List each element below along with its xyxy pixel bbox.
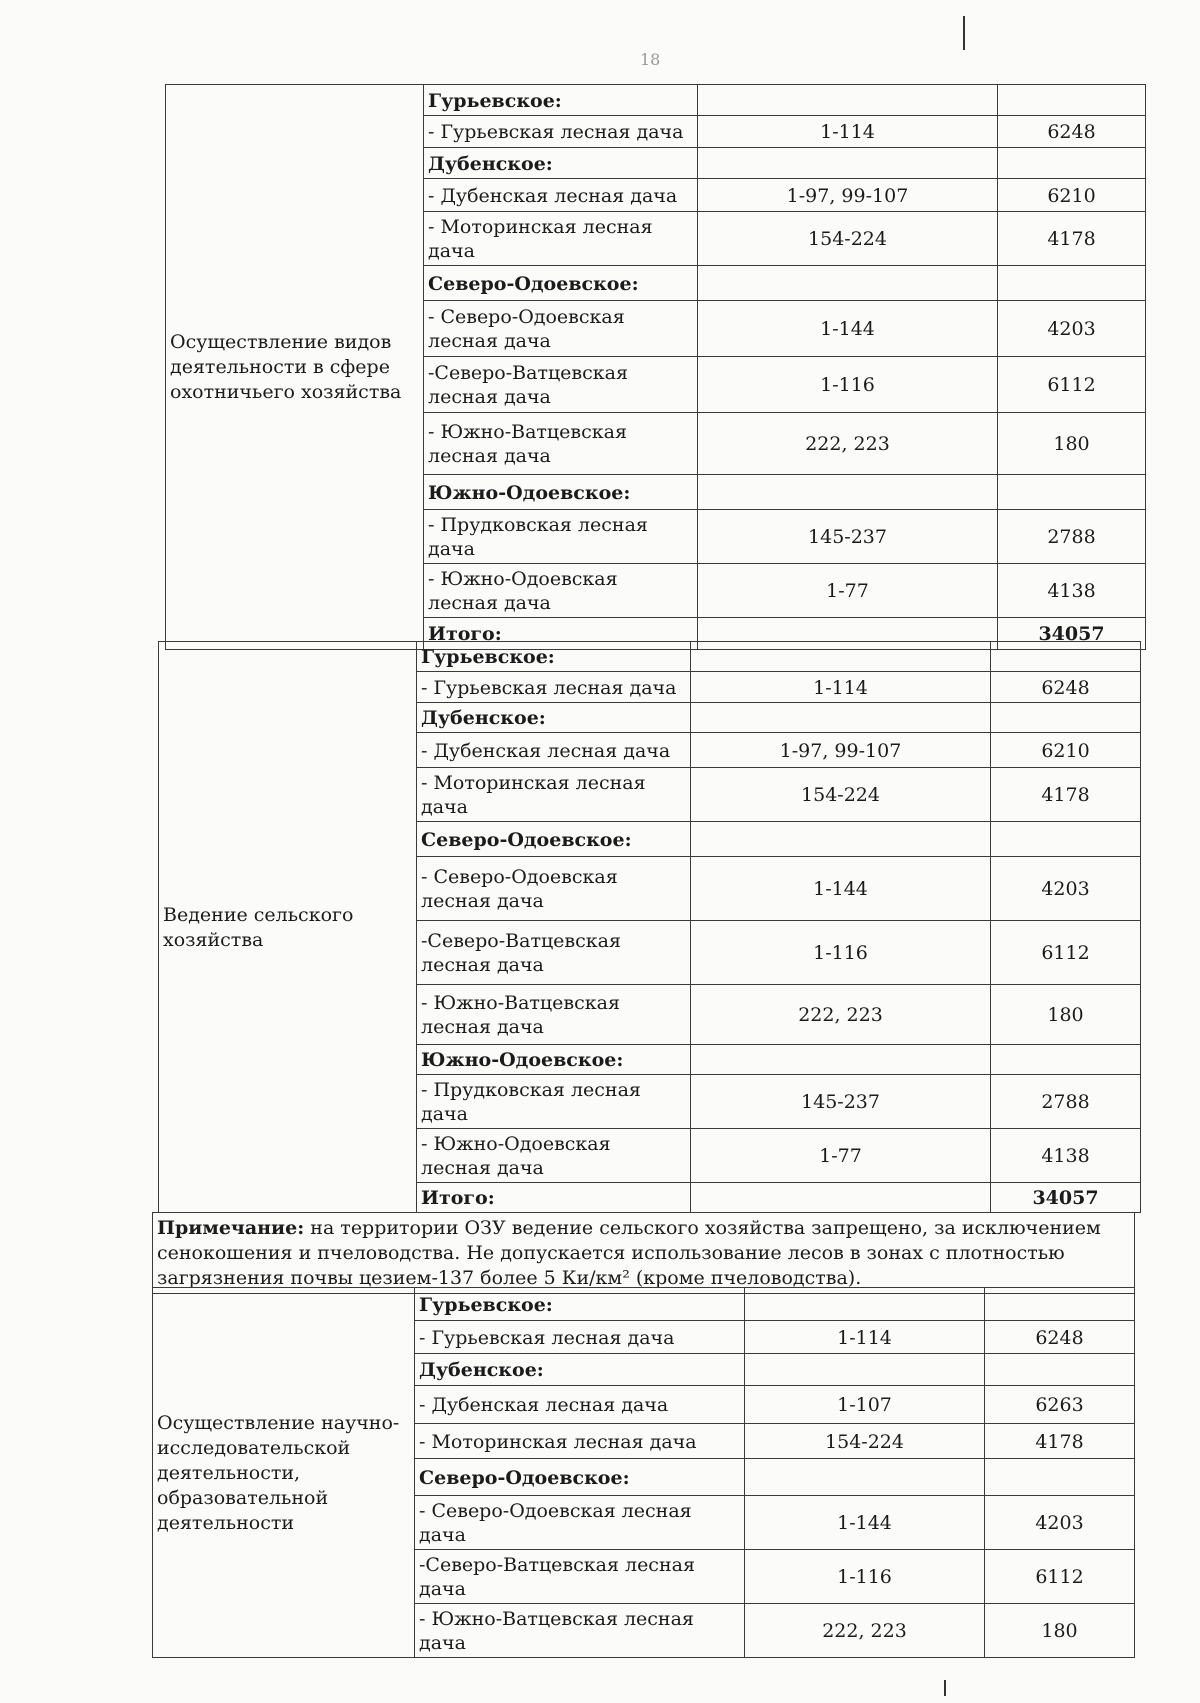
region-name: Дубенское: — [417, 703, 691, 733]
quarters-cell: 222, 223 — [698, 413, 998, 475]
area-cell — [985, 1354, 1135, 1386]
quarters-cell: 222, 223 — [745, 1604, 985, 1658]
quarters-cell — [745, 1459, 985, 1496]
forest-dacha-name: - Моторинская лесная дача — [415, 1424, 745, 1459]
forest-dacha-name: - Северо-Одоевская лесная дача — [415, 1496, 745, 1550]
scan-mark — [963, 16, 965, 50]
region-name: Гурьевское: — [415, 1288, 745, 1321]
quarters-cell — [691, 703, 991, 733]
quarters-cell: 1-144 — [691, 857, 991, 921]
area-cell: 2788 — [998, 510, 1146, 564]
area-cell: 4178 — [985, 1424, 1135, 1459]
area-cell — [991, 642, 1141, 672]
area-cell: 6210 — [998, 179, 1146, 212]
quarters-cell — [745, 1288, 985, 1321]
region-name: Северо-Одоевское: — [415, 1459, 745, 1496]
area-cell: 180 — [998, 413, 1146, 475]
total-label: Итого: — [424, 618, 698, 650]
quarters-cell: 154-224 — [745, 1424, 985, 1459]
forest-dacha-name: -Северо-Ватцевская лесная дача — [417, 921, 691, 985]
note-label: Примечание: — [157, 1217, 305, 1239]
forest-dacha-name: -Северо-Ватцевская лесная дача — [415, 1550, 745, 1604]
note-row — [153, 1213, 1135, 1294]
forest-dacha-name: - Дубенская лесная дача — [417, 733, 691, 768]
forest-dacha-name: - Северо-Одоевская лесная дача — [417, 857, 691, 921]
area-cell — [998, 148, 1146, 179]
activity-cell: Осуществление видов деятельности в сфере охотничьего хозяйства — [166, 85, 424, 650]
region-row — [159, 642, 1141, 672]
region-name: Северо-Одоевское: — [424, 266, 698, 301]
area-cell — [998, 475, 1146, 510]
quarters-cell: 1-144 — [745, 1496, 985, 1550]
area-cell: 4203 — [985, 1496, 1135, 1550]
region-name: Северо-Одоевское: — [417, 822, 691, 857]
quarters-cell — [698, 85, 998, 116]
page-number: 18 — [640, 50, 661, 69]
area-cell: 34057 — [998, 618, 1146, 650]
forest-dacha-name: - Гурьевская лесная дача — [424, 116, 698, 148]
region-name: Дубенское: — [424, 148, 698, 179]
forest-dacha-name: - Гурьевская лесная дача — [415, 1321, 745, 1354]
region-name: Гурьевское: — [424, 85, 698, 116]
quarters-cell — [691, 1045, 991, 1075]
quarters-cell — [698, 266, 998, 301]
area-cell: 6248 — [985, 1321, 1135, 1354]
quarters-cell — [691, 1183, 991, 1213]
area-cell — [998, 266, 1146, 301]
area-cell: 180 — [985, 1604, 1135, 1658]
quarters-cell: 1-97, 99-107 — [698, 179, 998, 212]
total-label: Итого: — [417, 1183, 691, 1213]
quarters-cell: 1-77 — [691, 1129, 991, 1183]
forest-dacha-name: - Гурьевская лесная дача — [417, 672, 691, 703]
area-cell: 180 — [991, 985, 1141, 1045]
quarters-cell: 145-237 — [698, 510, 998, 564]
area-cell: 6248 — [998, 116, 1146, 148]
quarters-cell: 1-116 — [698, 357, 998, 413]
area-cell: 4178 — [991, 768, 1141, 822]
forest-dacha-name: - Моторинская лесная дача — [424, 212, 698, 266]
quarters-cell — [698, 148, 998, 179]
region-name: Южно-Одоевское: — [424, 475, 698, 510]
quarters-cell — [698, 475, 998, 510]
area-cell: 4138 — [998, 564, 1146, 618]
area-cell — [998, 85, 1146, 116]
region-name: Южно-Одоевское: — [417, 1045, 691, 1075]
quarters-cell: 145-237 — [691, 1075, 991, 1129]
note-cell — [153, 1213, 1135, 1294]
region-row — [153, 1288, 1135, 1321]
quarters-cell: 1-114 — [745, 1321, 985, 1354]
area-cell: 6112 — [991, 921, 1141, 985]
scan-mark — [944, 1680, 946, 1696]
activity-table-research — [152, 1287, 1135, 1658]
quarters-cell: 154-224 — [691, 768, 991, 822]
quarters-cell — [691, 822, 991, 857]
forest-dacha-name: - Моторинская лесная дача — [417, 768, 691, 822]
forest-dacha-name: - Дубенская лесная дача — [424, 179, 698, 212]
quarters-cell: 1-77 — [698, 564, 998, 618]
area-cell: 6112 — [985, 1550, 1135, 1604]
region-row — [166, 85, 1146, 116]
quarters-cell: 1-116 — [691, 921, 991, 985]
forest-dacha-name: - Южно-Ватцевская лесная дача — [415, 1604, 745, 1658]
forest-dacha-name: - Южно-Ватцевская лесная дача — [417, 985, 691, 1045]
quarters-cell: 1-97, 99-107 — [691, 733, 991, 768]
forest-dacha-name: - Южно-Одоевская лесная дача — [417, 1129, 691, 1183]
area-cell: 34057 — [991, 1183, 1141, 1213]
quarters-cell: 154-224 — [698, 212, 998, 266]
area-cell — [991, 1045, 1141, 1075]
note-text: на территории ОЗУ ведение сельского хозяйства запрещено, за исключением сенокошения и пчеловодства. Не допускается использование лесов в зонах с плотностью загрязнения почвы цезием-137 более 5 Ки/км² (кроме пчеловодства). — [157, 1217, 1101, 1289]
area-cell: 4203 — [991, 857, 1141, 921]
forest-dacha-name: - Дубенская лесная дача — [415, 1386, 745, 1424]
quarters-cell — [691, 642, 991, 672]
area-cell: 6112 — [998, 357, 1146, 413]
forest-dacha-name: - Южно-Ватцевская лесная дача — [424, 413, 698, 475]
area-cell: 6263 — [985, 1386, 1135, 1424]
quarters-cell: 1-114 — [698, 116, 998, 148]
activity-table-agriculture — [158, 641, 1141, 1213]
quarters-cell: 1-114 — [691, 672, 991, 703]
quarters-cell — [745, 1354, 985, 1386]
area-cell: 4178 — [998, 212, 1146, 266]
area-cell: 4138 — [991, 1129, 1141, 1183]
activity-table-hunting — [165, 84, 1146, 650]
area-cell: 4203 — [998, 301, 1146, 357]
quarters-cell: 222, 223 — [691, 985, 991, 1045]
area-cell — [991, 822, 1141, 857]
quarters-cell: 1-144 — [698, 301, 998, 357]
area-cell: 2788 — [991, 1075, 1141, 1129]
note-table — [152, 1212, 1135, 1294]
quarters-cell: 1-116 — [745, 1550, 985, 1604]
forest-dacha-name: -Северо-Ватцевская лесная дача — [424, 357, 698, 413]
forest-dacha-name: - Южно-Одоевская лесная дача — [424, 564, 698, 618]
area-cell — [985, 1288, 1135, 1321]
activity-cell: Осуществление научно-исследовательской деятельности, образовательной деятельности — [153, 1288, 415, 1658]
activity-cell: Ведение сельского хозяйства — [159, 642, 417, 1213]
area-cell: 6248 — [991, 672, 1141, 703]
area-cell — [985, 1459, 1135, 1496]
forest-dacha-name: - Северо-Одоевская лесная дача — [424, 301, 698, 357]
quarters-cell: 1-107 — [745, 1386, 985, 1424]
area-cell — [991, 703, 1141, 733]
region-name: Гурьевское: — [417, 642, 691, 672]
forest-dacha-name: - Прудковская лесная дача — [424, 510, 698, 564]
region-name: Дубенское: — [415, 1354, 745, 1386]
area-cell: 6210 — [991, 733, 1141, 768]
forest-dacha-name: - Прудковская лесная дача — [417, 1075, 691, 1129]
